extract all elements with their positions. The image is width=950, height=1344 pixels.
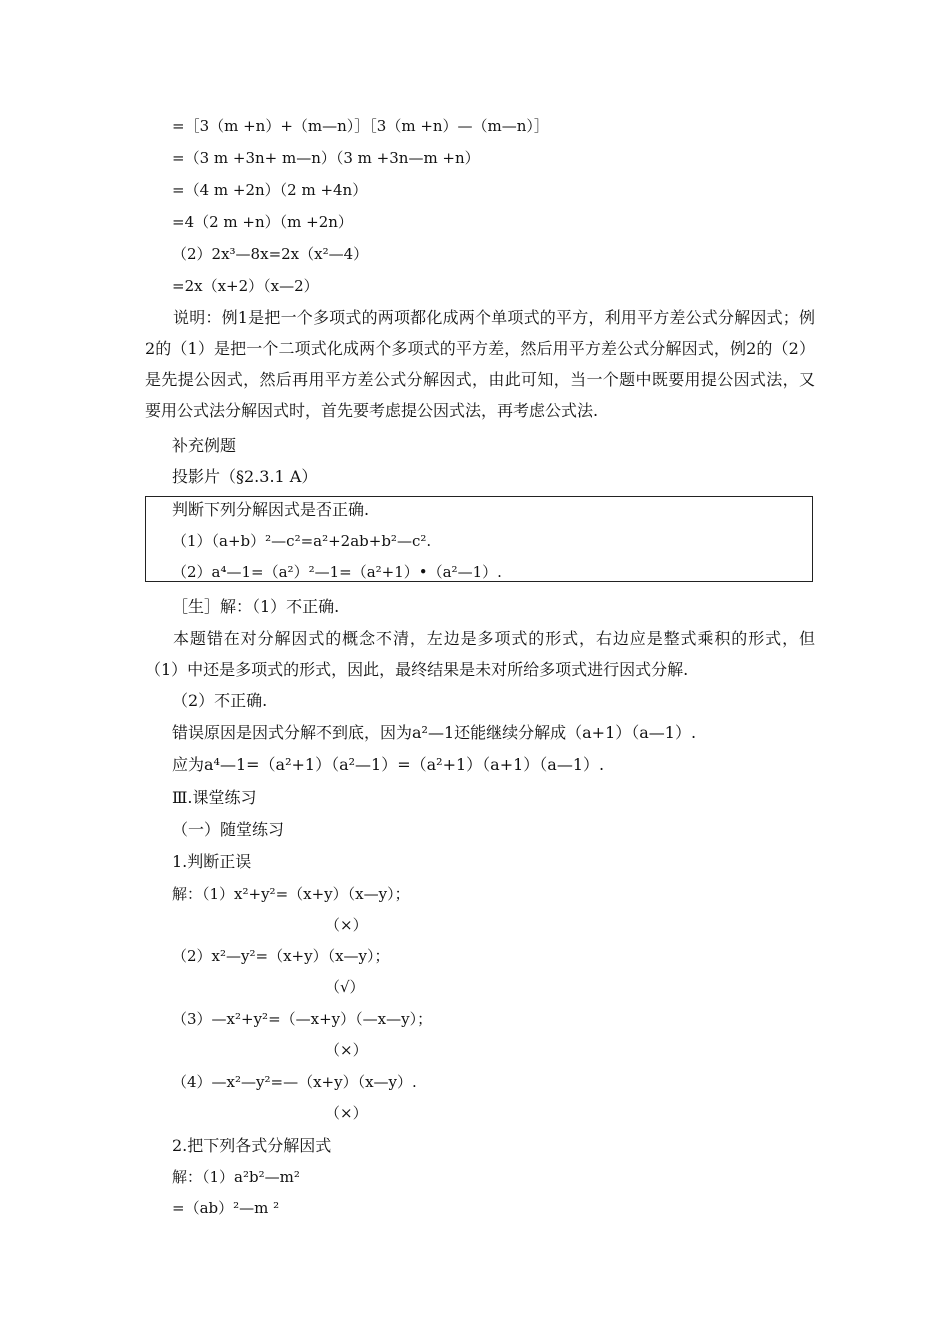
q2-line-1: 解：（1）a²b²—m² [172, 1168, 300, 1186]
subsection-title: （一）随堂练习 [172, 820, 285, 839]
answer-2-correct: 应为a⁴—1=（a²+1）（a²—1）=（a²+1）（a+1）（a—1）. [172, 755, 605, 774]
q1-item-4: （4）—x²—y²=—（x+y）（x—y）. [172, 1073, 417, 1091]
derivation-line-5: （2）2x³—8x=2x（x²—4） [172, 245, 369, 263]
q2-line-2: =（ab）²—m ² [172, 1199, 280, 1217]
answer-1: ［生］解：（1）不正确. [172, 597, 340, 616]
question-2-title: 2.把下列各式分解因式 [172, 1136, 332, 1155]
question-1-title: 1.判断正误 [172, 852, 252, 871]
q1-item-1: 解：（1）x²+y²=（x+y）（x—y）； [172, 885, 410, 903]
q1-mark-3: （×） [325, 1041, 368, 1059]
derivation-line-2: =（3 m +3n+ m—n）（3 m +3n—m +n） [172, 149, 480, 167]
q1-mark-2: （√） [325, 978, 365, 996]
derivation-line-4: =4（2 m +n）（m +2n） [172, 213, 353, 231]
supplement-title: 补充例题 [172, 436, 237, 455]
q1-item-2: （2）x²—y²=（x+y）（x—y）； [172, 947, 390, 965]
q1-mark-4: （×） [325, 1104, 368, 1122]
explanation-paragraph: 说明：例1是把一个多项式的两项都化成两个单项式的平方，利用平方差公式分解因式；例2的（1）是把一个二项式化成两个多项式的平方差，然后用平方差公式分解因式，例2的（2）是先提公因式，然后再用平方差公式分解因式，由此可知，当一个题中既要用提公因式法，又要用公式法分解因式时，首先要考虑提公因式法，再考虑公式法. [145, 308, 815, 420]
q1-item-3: （3）—x²+y²=（—x+y）（—x—y）； [172, 1010, 433, 1028]
projection-label: 投影片（§2.3.1 A） [172, 467, 318, 486]
box-item-1: （1）（a+b）²—c²=a²+2ab+b²—c². [172, 532, 432, 550]
section-title: Ⅲ.课堂练习 [172, 788, 257, 807]
derivation-line-3: =（4 m +2n）（2 m +4n） [172, 181, 368, 199]
answer-2-reason: 错误原因是因式分解不到底，因为a²—1还能继续分解成（a+1）（a—1）. [172, 723, 697, 742]
answer-2: （2）不正确. [172, 691, 268, 710]
q1-mark-1: （×） [325, 916, 368, 934]
box-title: 判断下列分解因式是否正确. [172, 500, 370, 519]
answer-1-reason: 本题错在对分解因式的概念不清，左边是多项式的形式，右边应是整式乘积的形式，但（1）中还是多项式的形式，因此，最终结果是未对所给多项式进行因式分解. [145, 629, 815, 679]
box-item-2: （2）a⁴—1=（a²）²—1=（a²+1）•（a²—1）. [172, 563, 502, 581]
derivation-line-6: =2x（x+2）（x—2） [172, 277, 319, 295]
derivation-line-1: =［3（m +n）+（m—n）］［3（m +n）—（m—n）］ [172, 117, 549, 135]
